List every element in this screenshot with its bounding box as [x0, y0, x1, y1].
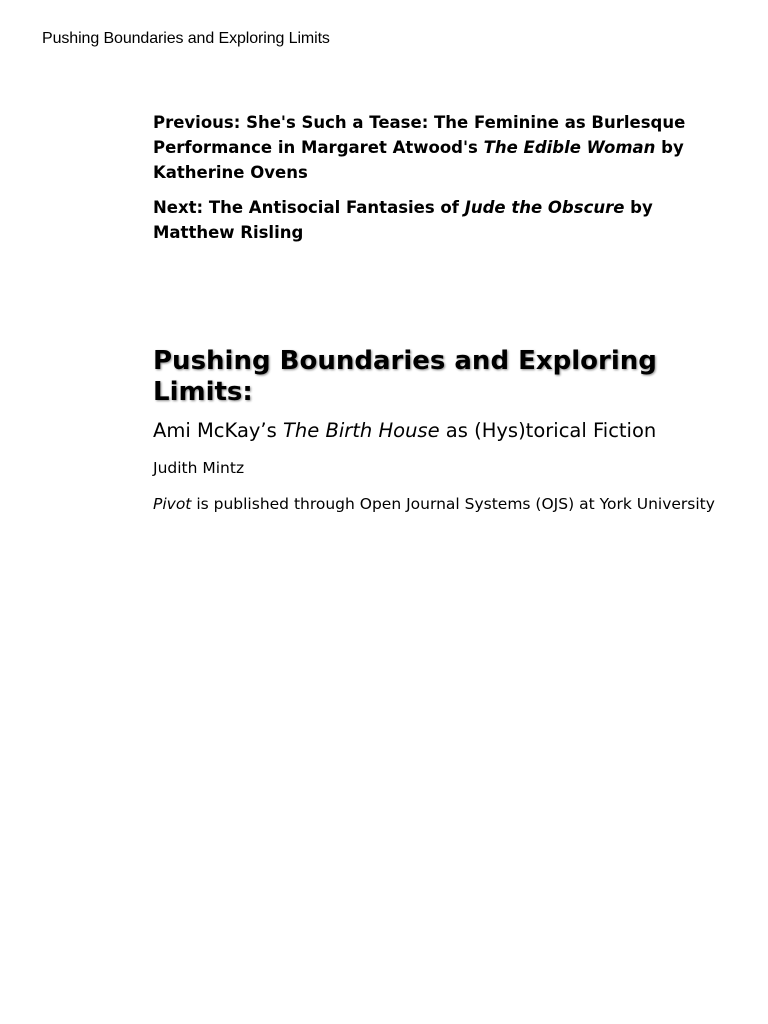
running-header: Pushing Boundaries and Exploring Limits	[42, 30, 330, 47]
article-subtitle	[153, 418, 733, 444]
next-link-italic-title: Jude the Obscure	[464, 198, 625, 217]
article-title: Pushing Boundaries and Exploring Limits:	[153, 346, 657, 407]
subtitle-suffix: as (Hys)torical Fiction	[439, 419, 657, 442]
next-link-author: by Matthew Risling	[153, 198, 653, 242]
publisher-note	[153, 491, 733, 517]
next-link-text: Next: The Antisocial Fantasies of	[153, 198, 465, 217]
previous-link-author: by Katherine Ovens	[153, 138, 684, 182]
article-author: Judith Mintz	[153, 459, 245, 477]
article-header	[153, 346, 733, 517]
previous-link-italic-title: The Edible Woman	[483, 138, 656, 157]
journal-name: Pivot	[153, 495, 192, 513]
subtitle-italic-title: The Birth House	[283, 419, 440, 442]
next-article-link[interactable]	[153, 195, 733, 245]
previous-article-link[interactable]	[153, 110, 733, 185]
previous-link-text: Previous: She's Such a Tease: The Feminine as Burlesque Performance in Margaret Atwood's	[153, 113, 686, 157]
article-navigation	[153, 110, 733, 245]
subtitle-prefix: Ami McKay’s	[153, 419, 283, 442]
publisher-text: is published through Open Journal Systems (OJS) at York University	[191, 495, 715, 513]
